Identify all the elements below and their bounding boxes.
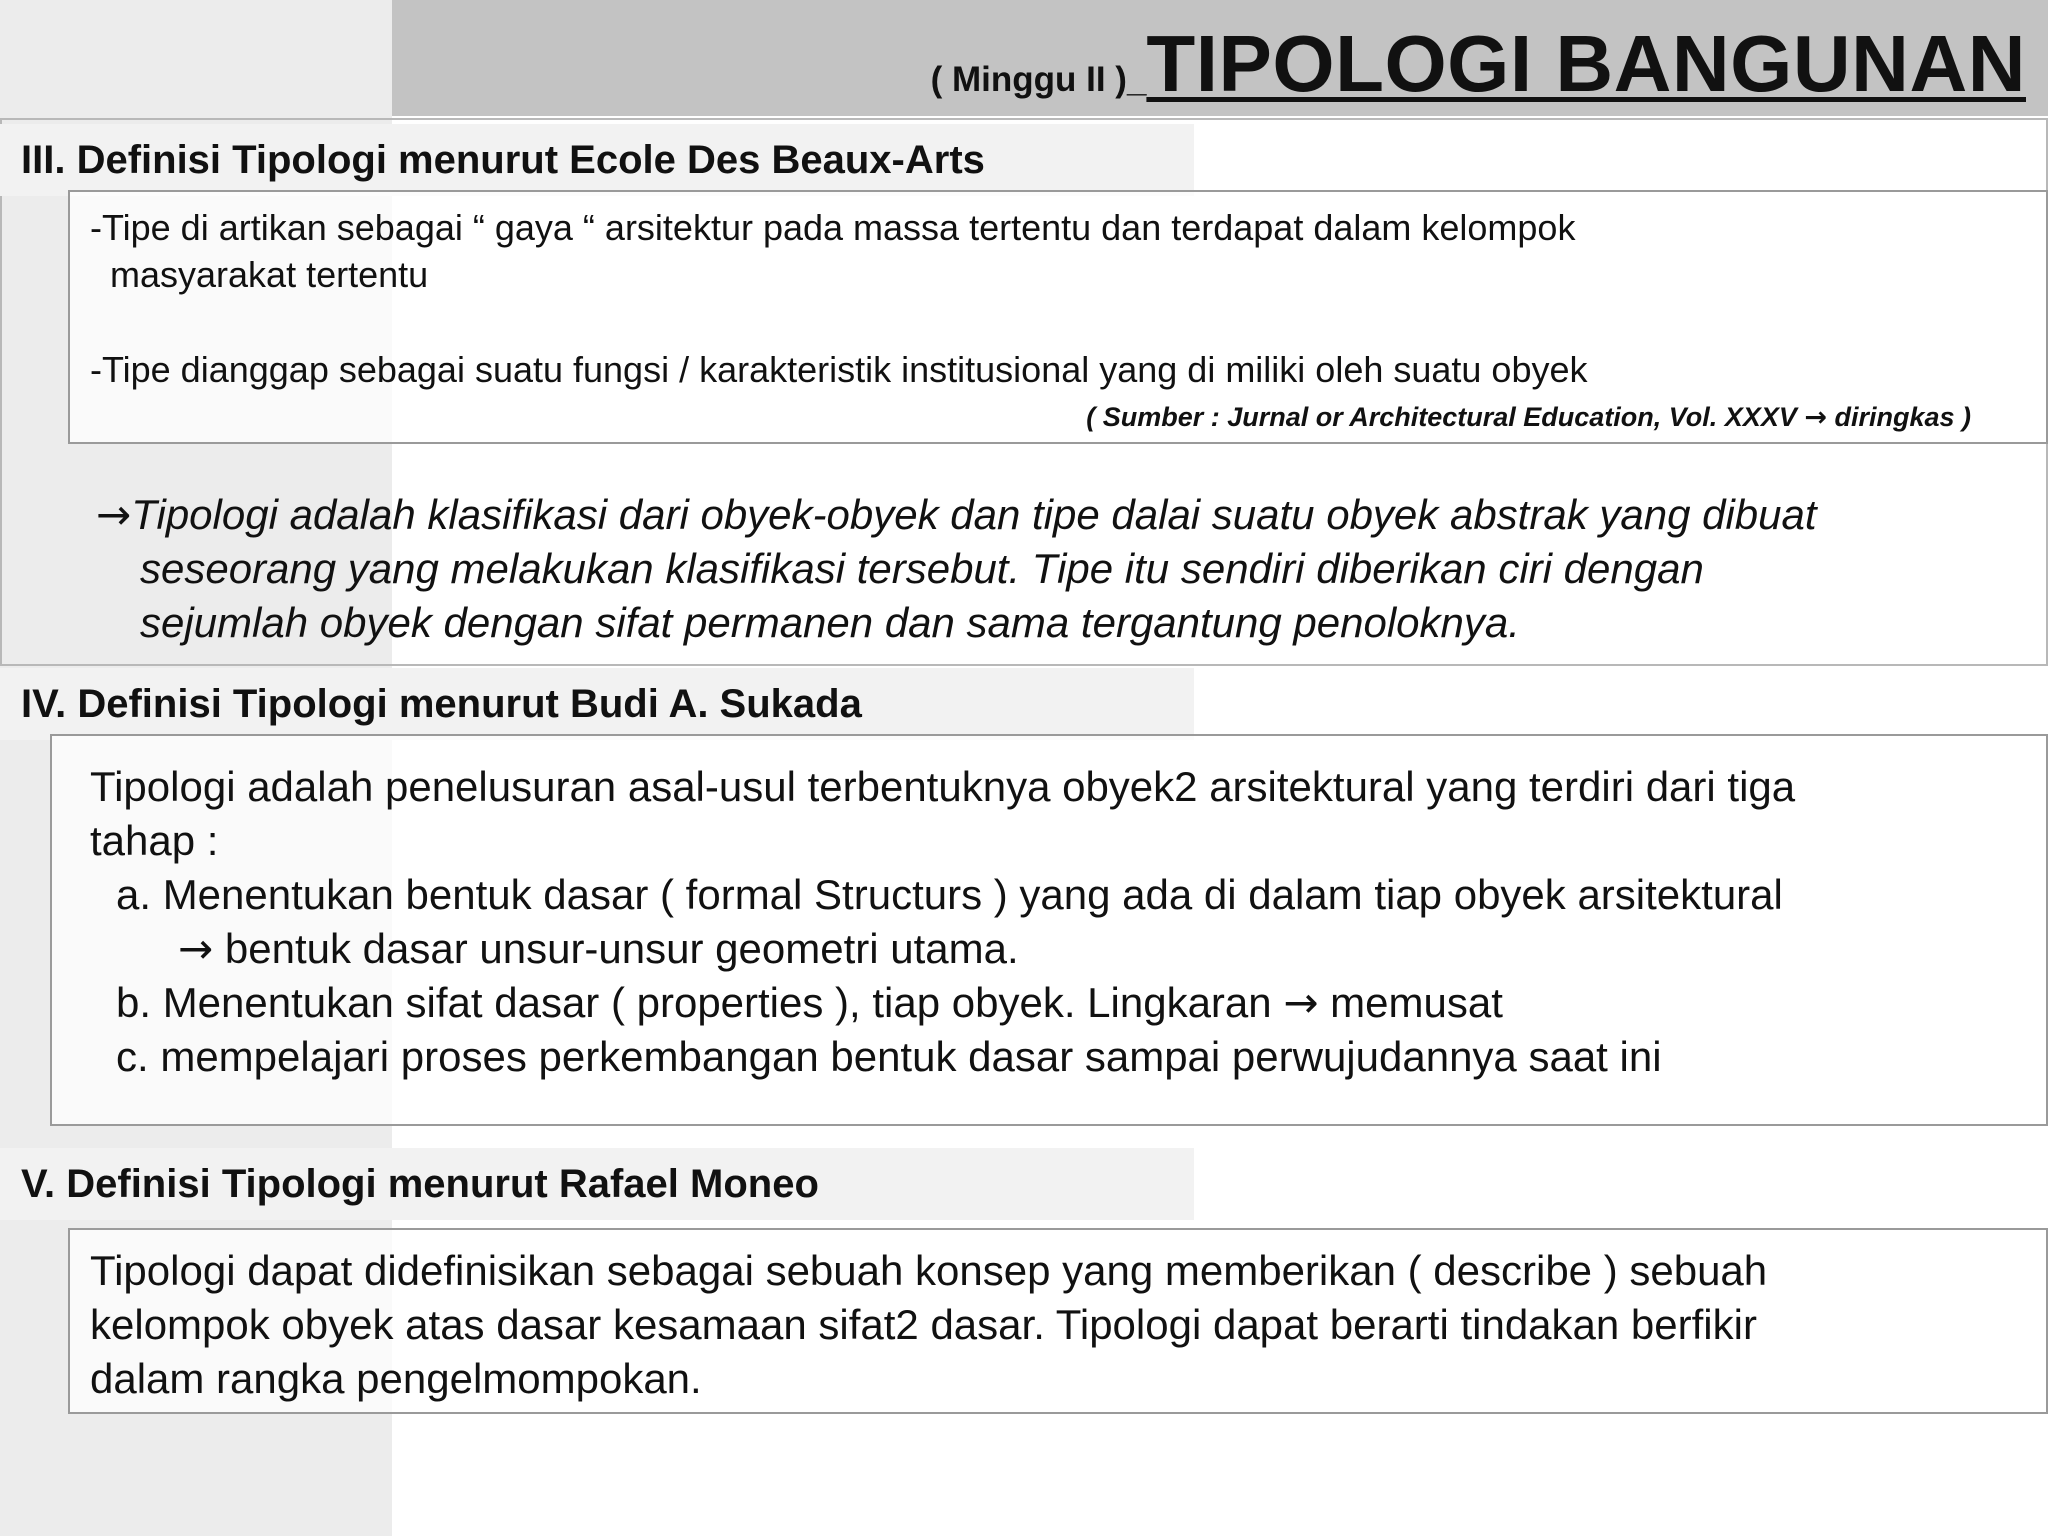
arrow-right-icon: → <box>1283 978 1319 1027</box>
section-5-text <box>90 1244 2010 1406</box>
summary-line-3: sejumlah obyek dengan sifat permanen dan sama tergantung penoloknya. <box>140 599 1520 646</box>
section-4-intro-2: tahap : <box>90 817 219 864</box>
summary-line-2: seseorang yang melakukan klasifikasi tersebut. Tipe itu sendiri diberikan ciri dengan <box>140 545 1704 592</box>
summary-line-1: Tipologi adalah klasifikasi dari obyek-obyek dan tipe dalai suatu obyek abstrak yang dibuat <box>131 491 1817 538</box>
page-title: TIPOLOGI BANGUNAN <box>1146 19 2026 108</box>
source-suffix: diringkas ) <box>1826 402 1971 432</box>
section-3-heading: III. Definisi Tipologi menurut Ecole Des Beaux-Arts <box>0 124 1194 196</box>
section-5-line-2: kelompok obyek atas dasar kesamaan sifat2 dasar. Tipologi dapat berarti tindakan berfikir <box>90 1301 1757 1348</box>
week-label: ( Minggu II )_ <box>930 60 1147 99</box>
section-4-text <box>90 760 2010 1084</box>
section-3-panel <box>68 190 2048 444</box>
arrow-right-icon: → <box>178 924 214 973</box>
section-4-item-a-cont <box>90 922 2010 976</box>
section-3-bullet-2: -Tipe dianggap sebagai suatu fungsi / karakteristik institusional yang di miliki oleh suatu obyek <box>90 349 1588 390</box>
item-a-cont-text: bentuk dasar unsur-unsur geometri utama. <box>213 925 1019 972</box>
section-5-heading: V. Definisi Tipologi menurut Rafael Moneo <box>0 1148 1194 1220</box>
section-4-heading: IV. Definisi Tipologi menurut Budi A. Sukada <box>0 668 1194 740</box>
section-5-line-1: Tipologi dapat didefinisikan sebagai sebuah konsep yang memberikan ( describe ) sebuah <box>90 1247 1768 1294</box>
section-4-panel <box>50 734 2048 1126</box>
header-text <box>931 18 2026 110</box>
section-4-item-b <box>90 976 2010 1030</box>
item-b-suffix: memusat <box>1318 979 1503 1026</box>
item-b-prefix: b. Menentukan sifat dasar ( properties ), tiap obyek. Lingkaran <box>116 979 1284 1026</box>
source-citation <box>1086 402 1971 433</box>
section-4-intro-1: Tipologi adalah penelusuran asal-usul terbentuknya obyek2 arsitektural yang terdiri dari tiga <box>90 763 1796 810</box>
arrow-right-icon: → <box>1804 402 1827 433</box>
header-bar <box>392 0 2048 116</box>
source-prefix: ( Sumber : Jurnal or Architectural Education, Vol. XXXV <box>1086 402 1805 432</box>
arrow-right-icon: → <box>96 490 132 539</box>
section-3-summary <box>96 488 2016 650</box>
section-4-item-a: a. Menentukan bentuk dasar ( formal Structurs ) yang ada di dalam tiap obyek arsitektural <box>116 871 1783 918</box>
section-3-bullet-1-cont: masyarakat tertentu <box>90 254 429 295</box>
section-5-panel <box>68 1228 2048 1414</box>
section-5-line-3: dalam rangka pengelmompokan. <box>90 1355 702 1402</box>
section-4-item-c: c. mempelajari proses perkembangan bentuk dasar sampai perwujudannya saat ini <box>116 1033 1662 1080</box>
section-3-bullet-1: -Tipe di artikan sebagai “ gaya “ arsitektur pada massa tertentu dan terdapat dalam kelompok <box>90 207 1576 248</box>
